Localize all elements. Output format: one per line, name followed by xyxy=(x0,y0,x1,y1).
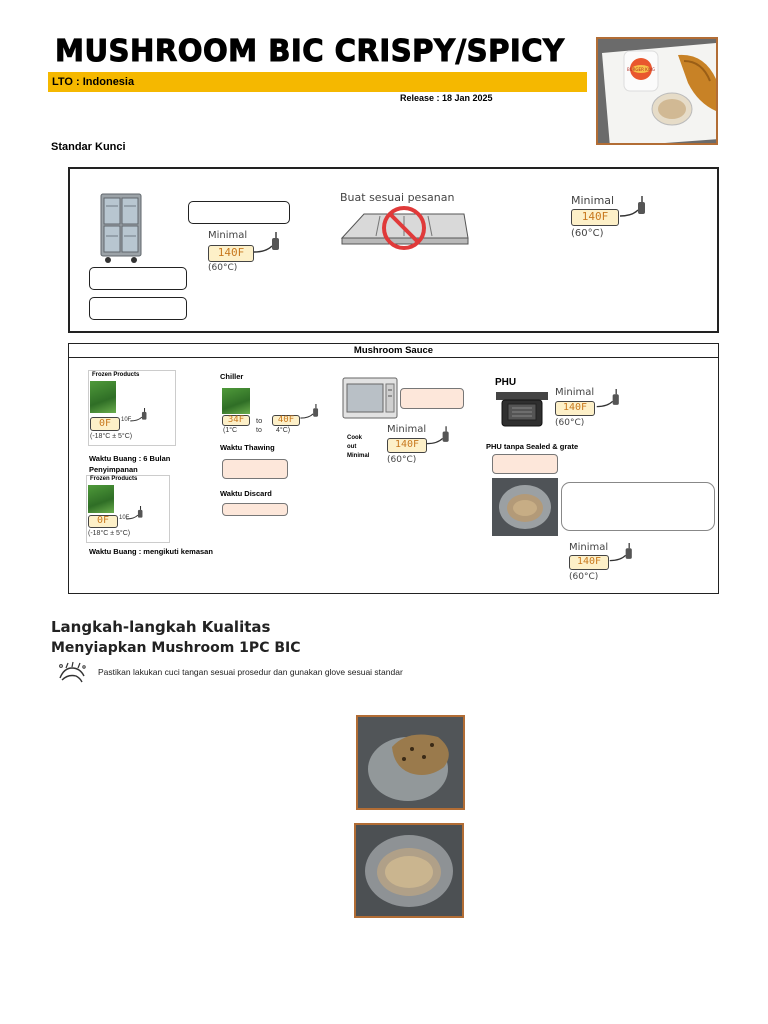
waktu-buang-1: Waktu Buang : 6 Bulan xyxy=(89,454,171,463)
frozen-reading-2: 0F xyxy=(88,515,118,528)
therm2-label: Minimal xyxy=(571,194,615,207)
cook-out-line-2: out xyxy=(347,444,357,450)
penyimpanan-label: Penyimpanan xyxy=(89,465,138,474)
waktu-thawing-label: Waktu Thawing xyxy=(220,443,275,452)
chiller-low-reading: 34F xyxy=(222,415,250,426)
waktu-discard-label: Waktu Discard xyxy=(220,489,272,498)
phu-therm-label: Minimal xyxy=(555,387,595,398)
no-batch-tray-icon xyxy=(340,204,470,254)
thermometer-probe-icon xyxy=(619,196,651,230)
phu-label: PHU xyxy=(495,377,517,388)
therm2-display: 140F xyxy=(571,209,619,226)
sauce-cup-info-box xyxy=(561,482,715,531)
kualitas-heading: Langkah-langkah Kualitas xyxy=(51,618,271,636)
frozen-range-1: (-18°C ± 5°C) xyxy=(90,433,133,440)
handwash-icon xyxy=(56,660,88,684)
thermometer-probe-icon xyxy=(130,408,150,430)
step-photo-1 xyxy=(356,715,465,810)
frozen-freezer-photo-1 xyxy=(90,381,116,413)
bottom-therm-celsius: (60°C) xyxy=(569,572,599,582)
waktu-discard-field xyxy=(222,503,288,516)
frozen-hi-1: 10F xyxy=(121,417,132,423)
frozen-reading-1: 0F xyxy=(90,417,120,431)
sauce-cup-photo xyxy=(492,478,558,536)
chiller-photo xyxy=(222,388,250,414)
release-date: Release : 18 Jan 2025 xyxy=(400,93,493,103)
chiller-to-2: to xyxy=(256,427,262,434)
phu-unit-icon xyxy=(494,390,550,430)
sauce-cup-illustration xyxy=(492,478,558,536)
made-to-order-label: Buat sesuai pesanan xyxy=(340,191,455,204)
phu-time-field xyxy=(492,454,558,474)
micro-therm-display: 140F xyxy=(387,438,427,453)
logo-text: BURGER KING xyxy=(626,67,656,72)
chiller-label: Chiller xyxy=(220,372,244,381)
micro-therm-label: Minimal xyxy=(387,424,427,435)
chiller-to: to xyxy=(256,416,263,425)
standar-blank-field-2 xyxy=(89,267,187,290)
phu-therm-celsius: (60°C) xyxy=(555,418,585,428)
thermometer-probe-icon xyxy=(126,506,146,528)
frozen-freezer-photo-2 xyxy=(88,485,114,513)
cook-out-line-1: Cook xyxy=(347,435,362,441)
therm1-celsius: (60°C) xyxy=(208,263,238,273)
thermometer-probe-icon xyxy=(427,426,453,456)
thermometer-probe-icon xyxy=(595,389,625,419)
document-title: MUSHROOM BIC CRISPY/SPICY xyxy=(55,34,565,69)
chiller-low-c: (1°C xyxy=(223,427,238,434)
micro-therm-celsius: (60°C) xyxy=(387,455,417,465)
lto-label: LTO : Indonesia xyxy=(52,76,135,88)
product-photo-illustration xyxy=(598,39,718,145)
step-photo-2 xyxy=(354,823,464,918)
standar-blank-field-3 xyxy=(89,297,187,320)
product-photo xyxy=(596,37,718,145)
frozen-hi-2: 10F xyxy=(119,515,130,521)
holding-cabinet-icon xyxy=(98,192,144,264)
microwave-icon xyxy=(342,376,398,420)
therm1-display: 140F xyxy=(208,245,254,262)
step-photo-2-illustration xyxy=(356,825,462,916)
thermometer-probe-icon xyxy=(609,543,637,573)
thermometer-probe-icon xyxy=(300,404,322,428)
waktu-buang-2: Waktu Buang : mengikuti kemasan xyxy=(89,547,213,556)
thermometer-probe-icon xyxy=(254,232,284,266)
kualitas-subheading: Menyiapkan Mushroom 1PC BIC xyxy=(51,640,301,656)
chiller-high-c: 4°C) xyxy=(276,427,291,434)
cook-out-line-3: Minimal xyxy=(347,453,370,459)
mushroom-sauce-title: Mushroom Sauce xyxy=(353,345,434,356)
therm1-label: Minimal xyxy=(208,230,248,241)
standar-blank-field-1 xyxy=(188,201,290,224)
frozen-range-2: (-18°C ± 5°C) xyxy=(88,530,131,537)
chiller-high-reading: 40F xyxy=(272,415,300,426)
microwave-time-field xyxy=(400,388,464,409)
frozen-label-1: Frozen Products xyxy=(92,372,140,378)
therm2-celsius: (60°C) xyxy=(571,228,604,239)
phu-tanpa-label: PHU tanpa Sealed & grate xyxy=(486,442,579,451)
standar-kunci-label: Standar Kunci xyxy=(51,141,126,153)
phu-therm-display: 140F xyxy=(555,401,595,416)
step-photo-1-illustration xyxy=(358,717,463,808)
frozen-label-2: Frozen Products xyxy=(90,476,138,482)
bottom-therm-display: 140F xyxy=(569,555,609,570)
waktu-thawing-field xyxy=(222,459,288,479)
handwash-note: Pastikan lakukan cuci tangan sesuai prosedur dan gunakan glove sesuai standar xyxy=(98,667,403,677)
bottom-therm-label: Minimal xyxy=(569,542,609,553)
